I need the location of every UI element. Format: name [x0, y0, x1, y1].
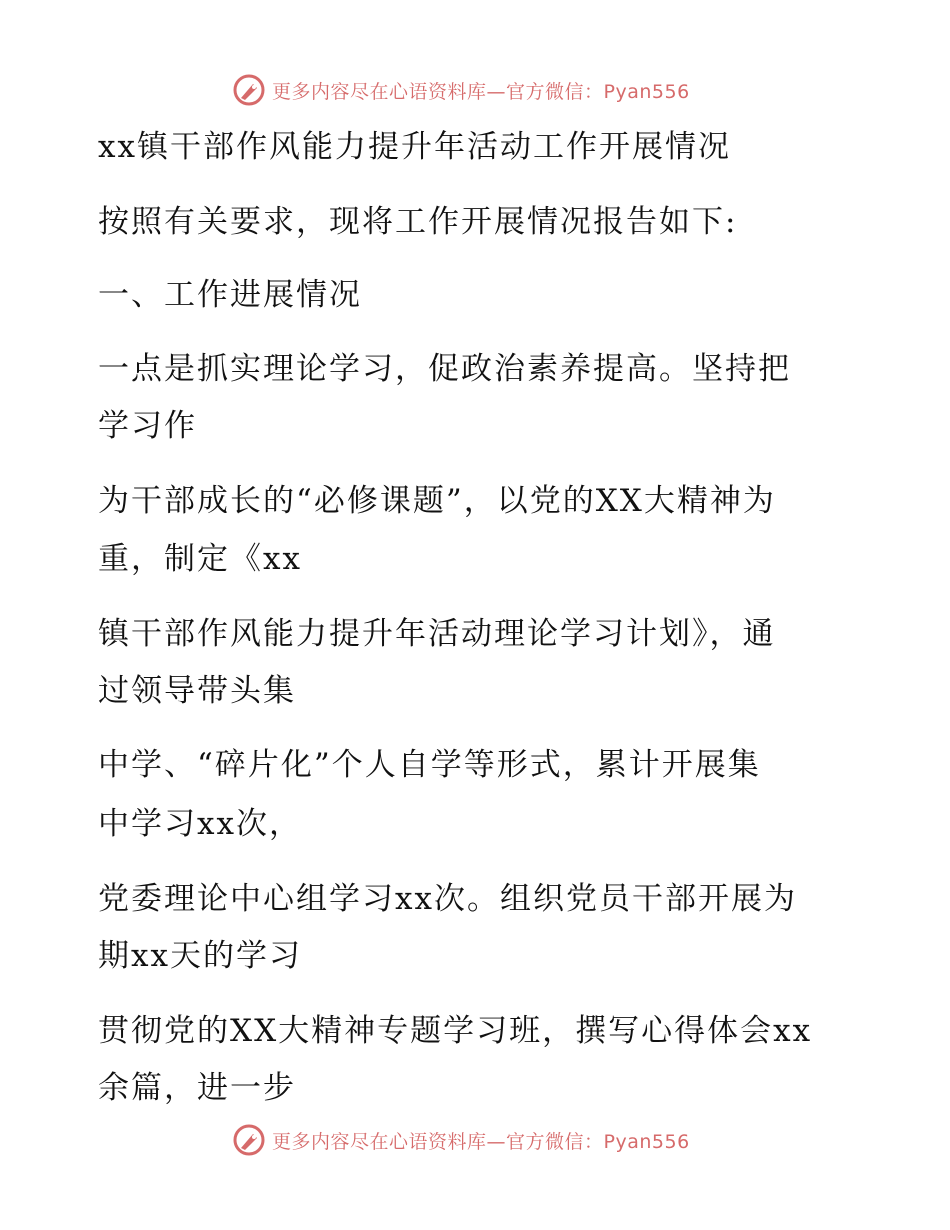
- text-line: 按照有关要求，现将工作开展情况报告如下:: [98, 204, 738, 240]
- text-line: 期xx天的学习: [98, 938, 302, 974]
- document-title: xx镇干部作风能力提升年活动工作开展情况: [98, 129, 731, 165]
- text-line: 党委理论中心组学习xx次。组织党员干部开展为: [98, 881, 797, 917]
- text-line: 中学习xx次，: [98, 806, 302, 842]
- text-line: 中学、“碎片化”个人自学等形式，累计开展集: [98, 747, 761, 783]
- pen-nib-seal-icon: [232, 1123, 266, 1157]
- text-line: 为干部成长的“必修课题”，以党的XX大精神为: [98, 483, 776, 519]
- header-watermark: [232, 73, 752, 107]
- text-line: 一点是抓实理论学习，促政治素养提高。坚持把: [98, 351, 791, 387]
- text-line: 重，制定《xx: [98, 541, 302, 577]
- text-line: 镇干部作风能力提升年活动理论学习计划》，通: [98, 616, 776, 652]
- watermark-text: 更多内容尽在心语资料库—官方微信：Pyan556: [272, 1130, 690, 1153]
- watermark-text: 更多内容尽在心语资料库—官方微信：Pyan556: [272, 80, 690, 103]
- text-line: 过领导带头集: [98, 673, 296, 709]
- pen-nib-seal-icon: [232, 73, 266, 107]
- text-line: 学习作: [98, 408, 197, 444]
- text-line: 余篇，进一步: [98, 1070, 296, 1106]
- text-line: 贯彻党的XX大精神专题学习班，撰写心得体会xx: [98, 1013, 813, 1049]
- section-heading: 一、工作进展情况: [98, 277, 362, 313]
- footer-watermark: [232, 1123, 752, 1157]
